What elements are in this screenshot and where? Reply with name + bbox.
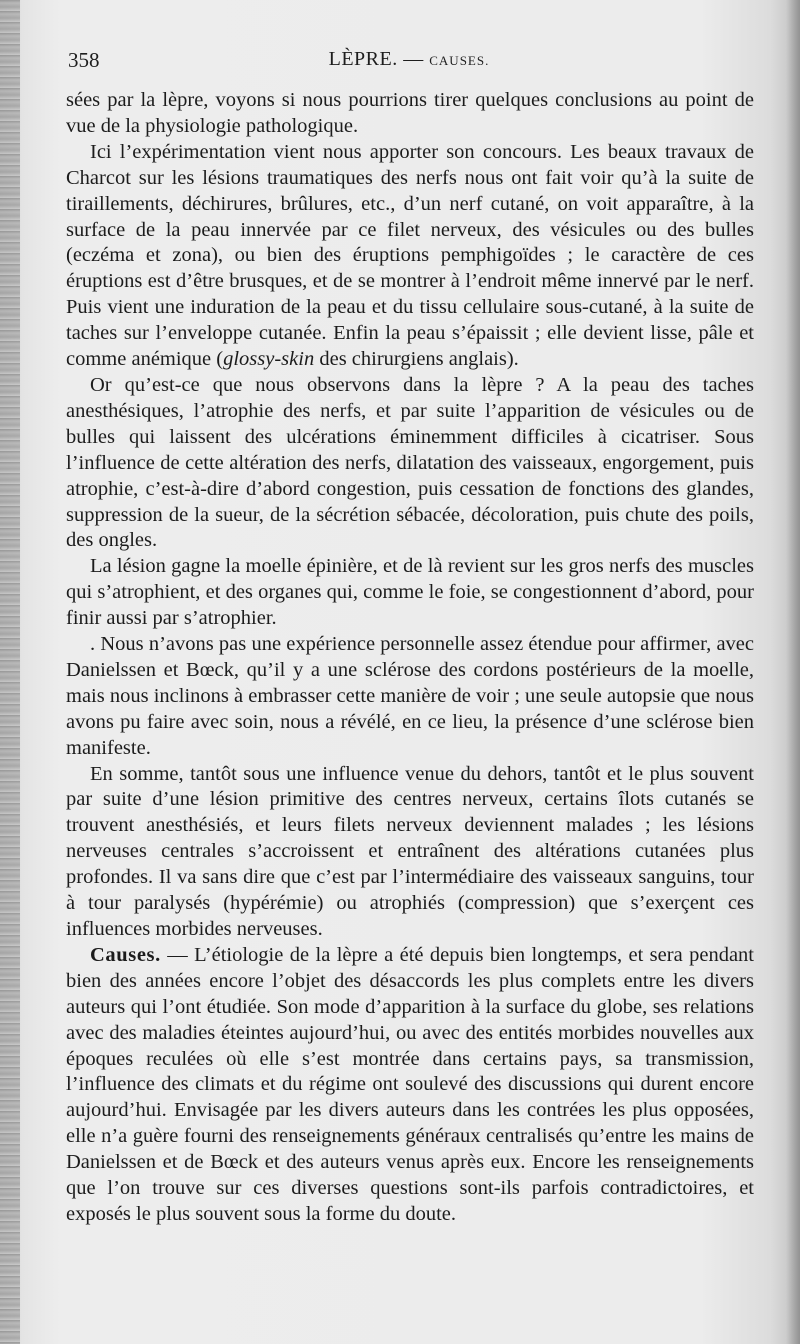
paragraph	[66, 943, 754, 1228]
running-title-main: LÈPRE.	[328, 48, 398, 70]
paragraph: sées par la lèpre, voyons si nous pourrions tirer quelques conclusions au point de vue de la physiologie pathologique.	[66, 89, 754, 137]
running-header	[68, 48, 750, 78]
paragraph: La lésion gagne la moelle épinière, et de là revient sur les gros nerfs des muscles qui s’atrophient, et des organes qui, comme le foie, se congestionnent d’abord, pour finir aussi par s’atrophier.	[66, 555, 754, 630]
section-label-causes: Causes.	[90, 943, 161, 966]
italic-term: glossy-skin	[223, 348, 315, 371]
paragraph	[66, 140, 754, 373]
running-title-separator: —	[403, 48, 424, 70]
running-title-section: CAUSES.	[429, 53, 490, 68]
running-title	[68, 48, 750, 71]
paragraph-text: Ici l’expérimentation vient nous apporter son concours. Les beaux travaux de Charcot sur les lésions traumatiques des nerfs nous ont fait voir qu’à la suite de tiraillements, déchirures, brûlures, etc., d’un nerf cutané, on voit apparaître, à la surface de la peau innervée par ce filet nerveux, des vésicules ou des bulles (eczéma et zona), ou bien des éruptions pemphigoïdes ; le caractère de ces éruptions est d’être brusques, et de se montrer à l’endroit même innervé par le nerf. Puis vient une induration de la peau et du tissu cellulaire sous-cutané, à la suite de taches sur l’enveloppe cutanée. Enfin la peau s’épaissit ; elle devient lisse, pâle et comme anémique (	[66, 140, 754, 371]
page-number: 358	[68, 48, 100, 72]
paragraph-text: — L’étiologie de la lèpre a été depuis bien longtemps, et sera pendant bien des années encore l’objet des désaccords les plus complets entre les divers auteurs qui l’ont étudiée. Son mode d’apparition à la surface du globe, ses relations avec des maladies éteintes aujourd’hui, ou avec des entités morbides nouvelles aux époques reculées où elle s’est montrée dans certains pays, sa transmission, l’influence des climats et du régime ont soulevé des discussions qui durent encore aujourd’hui. Envisagée par les divers auteurs dans les contrées les plus opposées, elle n’a guère fourni des renseignements généraux centralisés qu’entre les mains de Danielssen et de Bœck et des auteurs venus après eux. Encore les renseignements que l’on trouve sur ces diverses questions sont-ils parfois contradictoires, et exposés le plus souvent sous la forme du doute.	[66, 943, 754, 1225]
body-text	[66, 88, 754, 1228]
page-edge-shadow	[786, 0, 800, 1344]
paragraph: . Nous n’avons pas une expérience personnelle assez étendue pour affirmer, avec Danielssen et Bœck, qu’il y a une sclérose des cordons postérieurs de la moelle, mais nous inclinons à embrasser cette manière de voir ; une seule autopsie que nous avons pu faire avec soin, nous a révélé, en ce lieu, la présence d’une sclérose bien manifeste.	[66, 633, 754, 759]
book-spine-shadow	[0, 0, 20, 1344]
paragraph: Or qu’est-ce que nous observons dans la lèpre ? A la peau des taches anesthésiques, l’atrophie des nerfs, et par suite l’apparition de vésicules ou de bulles qui laissent des ulcérations éminemment difficiles à cicatriser. Sous l’influence de cette altération des nerfs, dilatation des vaisseaux, engorgement, puis atrophie, c’est-à-dire d’abord congestion, puis cessation de fonctions des glandes, suppression de la sueur, de la sécrétion sébacée, décoloration, puis chute des poils, des ongles.	[66, 373, 754, 552]
paragraph-text: des chirurgiens anglais).	[314, 348, 519, 371]
paragraph: En somme, tantôt sous une influence venue du dehors, tantôt et le plus souvent par suite d’une lésion primitive des centres nerveux, certains îlots cutanés se trouvent anesthésiés, et leurs filets nerveux deviennent malades ; les lésions nerveuses centrales s’accroissent et entraînent des altérations cutanées plus profondes. Il va sans dire que c’est par l’intermédiaire des vaisseaux sanguins, tour à tour paralysés (hypérémie) ou atrophiés (compression) que s’exerçent ces influences morbides nerveuses.	[66, 762, 754, 940]
